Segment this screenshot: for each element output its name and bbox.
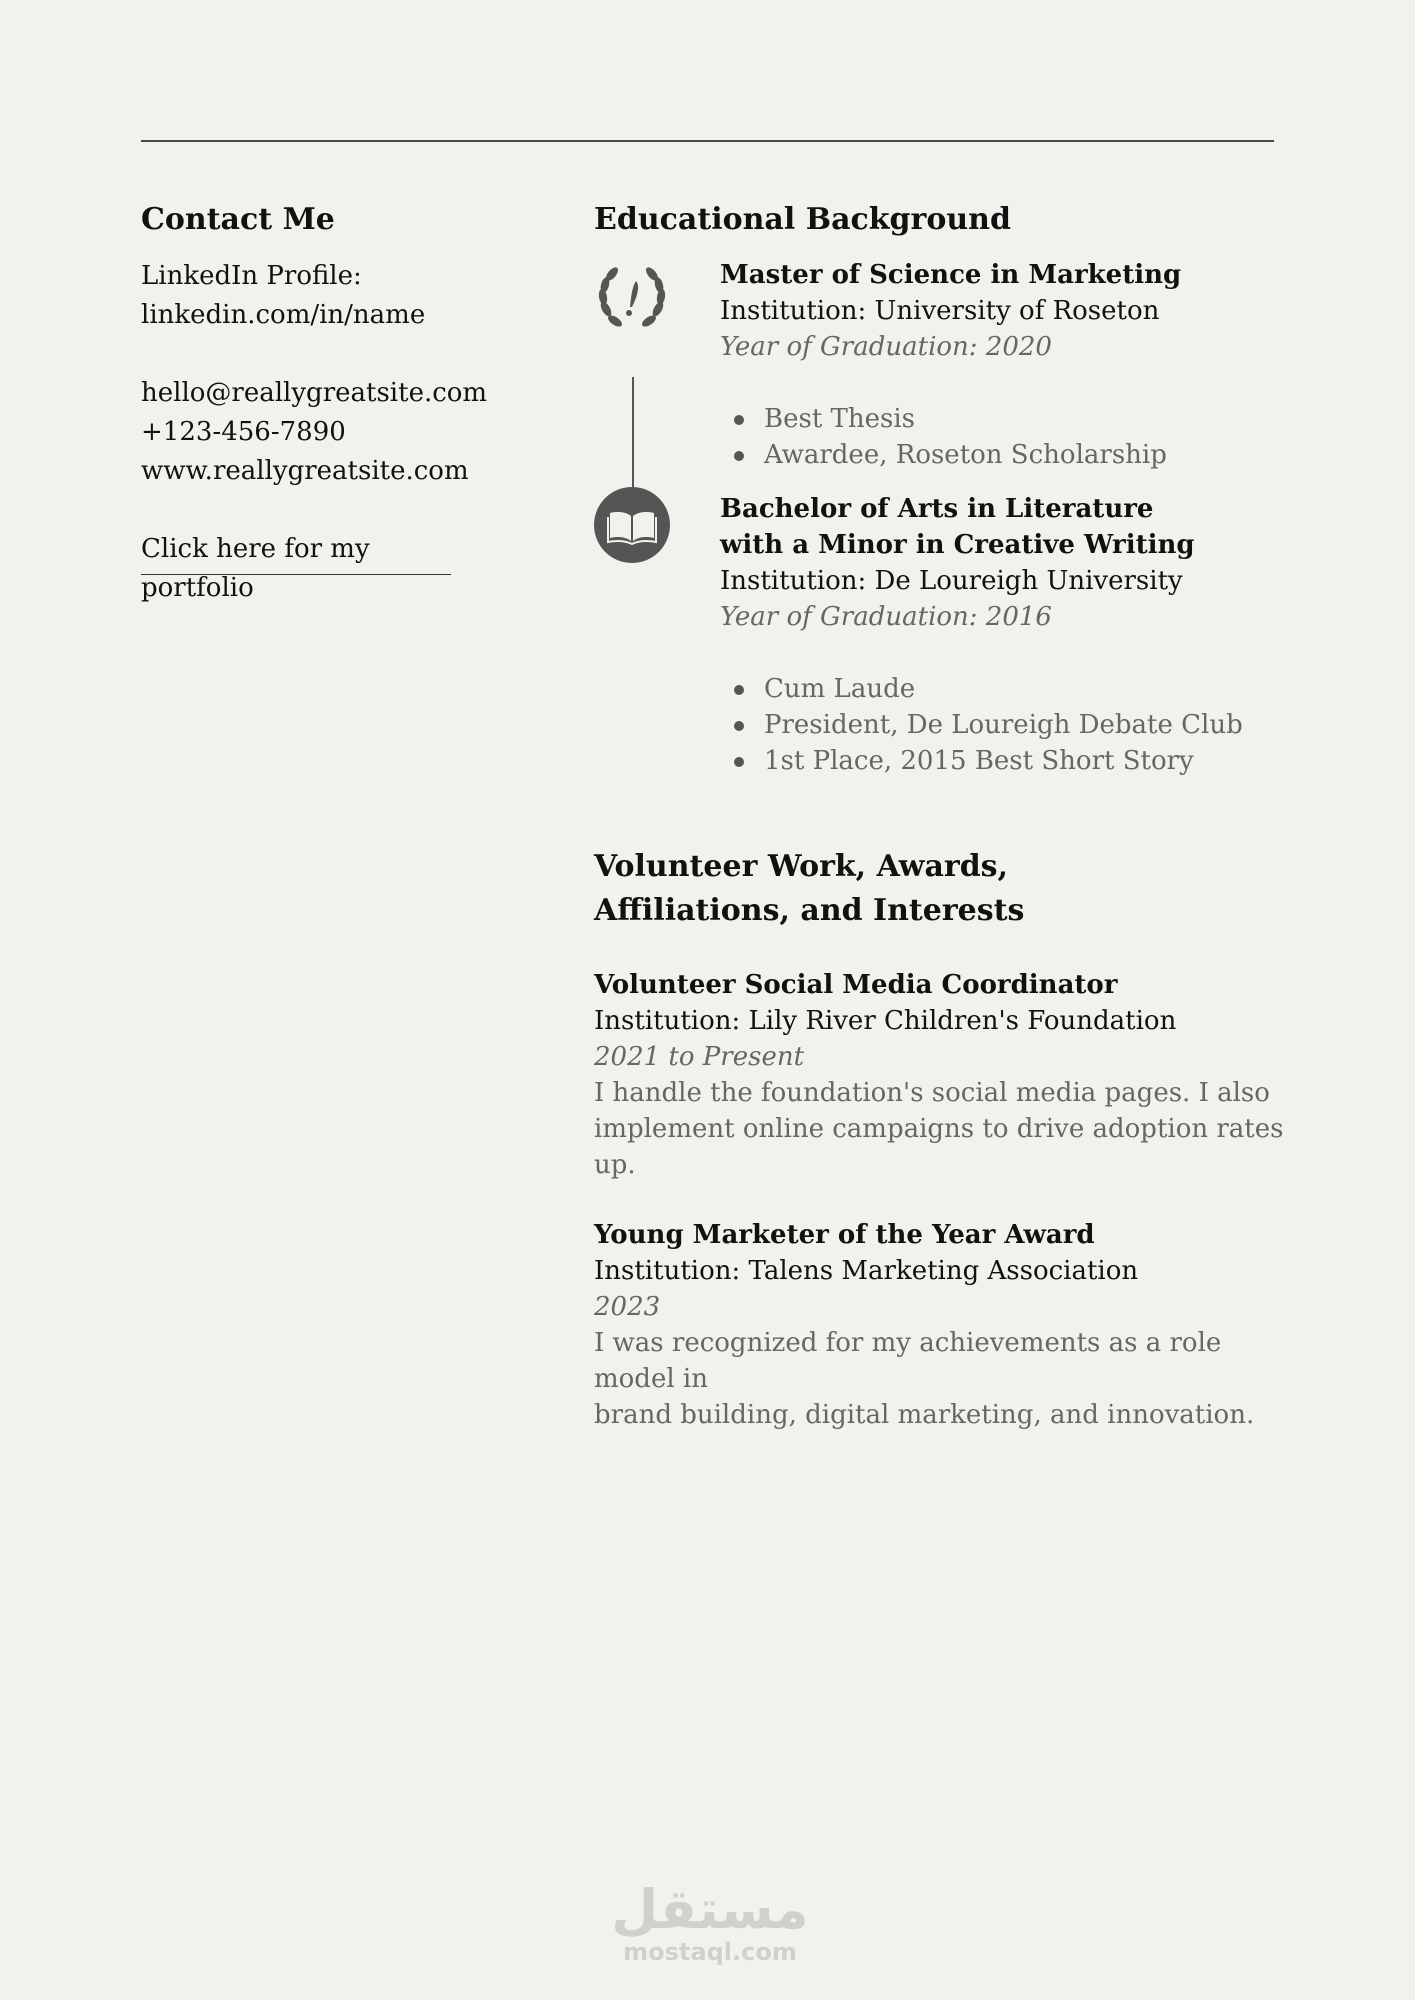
honors-list [720,671,1294,779]
graduation-year: Year of Graduation: 2016 [720,602,1052,632]
linkedin-label: LinkedIn Profile: [141,261,362,291]
volunteer-section [594,845,1294,1433]
institution-text: Institution: Talens Marketing Association [594,1256,1139,1286]
watermark-latin: mostaql.com [623,1938,797,1966]
education-title: Educational Background [594,202,1011,237]
linkedin-url[interactable]: linkedin.com/in/name [141,300,426,330]
description-line: brand building, digital marketing, and innovation. [594,1400,1255,1430]
top-divider [141,140,1274,142]
volunteer-entry-title: Young Marketer of the Year Award [594,1220,1095,1250]
institution-text: Institution: De Loureigh University [720,566,1183,596]
honor-item: Awardee, Roseton Scholarship [720,437,1294,473]
degree-title-line2: with a Minor in Creative Writing [720,530,1195,560]
degree-title: Master of Science in Marketing [720,260,1182,290]
degree-title-line1: Bachelor of Arts in Literature [720,494,1154,524]
description-line: I handle the foundation's social media pages. I also [594,1078,1270,1108]
honor-item: Cum Laude [720,671,1294,707]
graduation-year: Year of Graduation: 2020 [720,332,1052,362]
honors-list [720,401,1294,473]
watermark-logo [600,1878,820,1966]
portfolio-underline [141,574,451,575]
volunteer-entry-title: Volunteer Social Media Coordinator [594,970,1118,1000]
laurel-wreath-icon [594,261,670,337]
volunteer-title-line1: Volunteer Work, Awards, [594,849,1009,884]
timeline-connector [632,377,634,495]
open-book-icon [594,487,670,563]
volunteer-entry [594,967,1294,1183]
period-text: 2021 to Present [594,1042,805,1072]
description-line: implement online campaigns to drive adoption rates up. [594,1114,1284,1180]
education-entry [594,257,1294,473]
institution-text: Institution: University of Roseton [720,296,1160,326]
website-text[interactable]: www.reallygreatsite.com [141,456,469,486]
contact-section [141,200,541,608]
contact-title: Contact Me [141,202,335,237]
description-line: I was recognized for my achievements as a role model in [594,1328,1222,1394]
period-text: 2023 [594,1292,661,1322]
main-section [594,200,1294,1433]
watermark-arabic: مستقل [611,1878,809,1941]
honor-item: President, De Loureigh Debate Club [720,707,1294,743]
honor-item: Best Thesis [720,401,1294,437]
volunteer-entry [594,1217,1294,1433]
phone-text: +123-456-7890 [141,417,346,447]
portfolio-link-line2: portfolio [141,573,254,603]
portfolio-link-line1: Click here for my [141,534,370,564]
email-text[interactable]: hello@reallygreatsite.com [141,378,488,408]
portfolio-link[interactable] [141,530,451,608]
education-entry [594,491,1294,779]
volunteer-title-line2: Affiliations, and Interests [594,893,1025,928]
institution-text: Institution: Lily River Children's Foundation [594,1006,1177,1036]
honor-item: 1st Place, 2015 Best Short Story [720,743,1294,779]
